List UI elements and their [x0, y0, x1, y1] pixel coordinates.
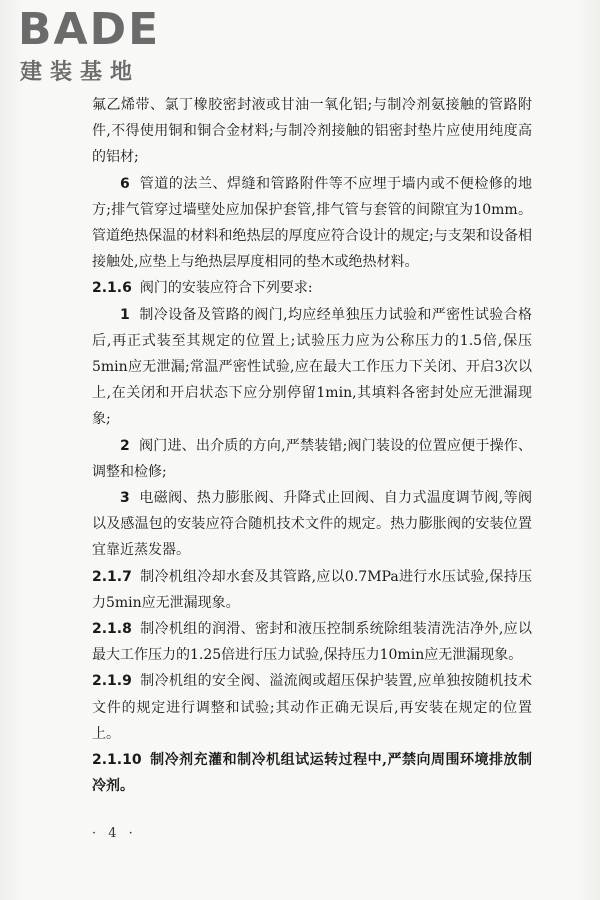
clause-number: 2.1.7	[92, 568, 132, 585]
clause-number: 2.1.8	[92, 621, 132, 638]
item-6	[92, 171, 532, 276]
item-2	[92, 433, 532, 485]
item-1	[92, 302, 532, 433]
clause-number: 2.1.6	[92, 280, 132, 297]
body-text	[92, 92, 532, 799]
page-number: · 4 ·	[92, 826, 137, 841]
clause-text: 制冷机组冷却水套及其管路,应以0.7MPa进行水压试验,保持压力5min应无泄漏现象。	[92, 568, 532, 611]
item-number: 1	[120, 306, 130, 323]
logo-subtitle: 建装基地	[20, 60, 141, 85]
item-text: 电磁阀、热力膨胀阀、升降式止回阀、自力式温度调节阀,等阀以及感温包的安装应符合随机技术文件的规定。热力膨胀阀的安装位置宜靠近蒸发器。	[92, 490, 532, 559]
clause-text-mandatory: 制冷剂充灌和制冷机组试运转过程中,严禁向周围环境排放制冷剂。	[92, 752, 532, 795]
item-number: 3	[120, 490, 130, 507]
clause-number: 2.1.9	[92, 673, 132, 690]
clause-2-1-8	[92, 616, 532, 668]
paragraph-continued	[92, 92, 532, 171]
item-text: 管道的法兰、焊缝和管路附件等不应埋于墙内或不便检修的地方;排气管穿过墙壁处应加保护套管,排气管与套管的间隙宜为10mm。管道绝热保温的材料和绝热层的厚度应符合设计的规定;与支架和设备相接触处,应垫上与绝热层厚度相同的垫木或绝热材料。	[92, 175, 532, 271]
clause-number: 2.1.10	[92, 752, 142, 769]
clause-2-1-7	[92, 564, 532, 616]
item-text: 阀门进、出介质的方向,严禁装错;阀门装设的位置应便于操作、调整和检修;	[92, 437, 532, 480]
clause-text: 制冷机组的安全阀、溢流阀或超压保护装置,应单独按随机技术文件的规定进行调整和试验;其动作正确无误后,再安装在规定的位置上。	[92, 673, 532, 742]
paragraph-text: 氟乙烯带、氯丁橡胶密封液或甘油一氧化铝;与制冷剂氨接触的管路附件,不得使用铜和铜合金材料;与制冷剂接触的铝密封垫片应使用纯度高的铝材;	[92, 97, 532, 166]
item-number: 2	[120, 437, 130, 454]
clause-2-1-10	[92, 747, 532, 799]
clause-2-1-6	[92, 275, 532, 301]
item-3	[92, 485, 532, 564]
clause-2-1-9	[92, 668, 532, 747]
logo-wordmark: BADE	[18, 4, 161, 55]
item-text: 制冷设备及管路的阀门,均应经单独压力试验和严密性试验合格后,再正式装至其规定的位置上;试验压力应为公称压力的1.5倍,保压5min应无泄漏;常温严密性试验,应在最大工作压力下关闭、开启3次以上,在关闭和开启状态下应分别停留1min,其填料各密封处应无泄漏现象;	[92, 306, 532, 428]
clause-text: 阀门的安装应符合下列要求:	[139, 280, 313, 297]
bade-logo	[18, 6, 188, 90]
clause-text: 制冷机组的润滑、密封和液压控制系统除组装清洗洁净外,应以最大工作压力的1.25倍进行压力试验,保持压力10min应无泄漏现象。	[92, 621, 532, 664]
item-number: 6	[120, 175, 130, 192]
